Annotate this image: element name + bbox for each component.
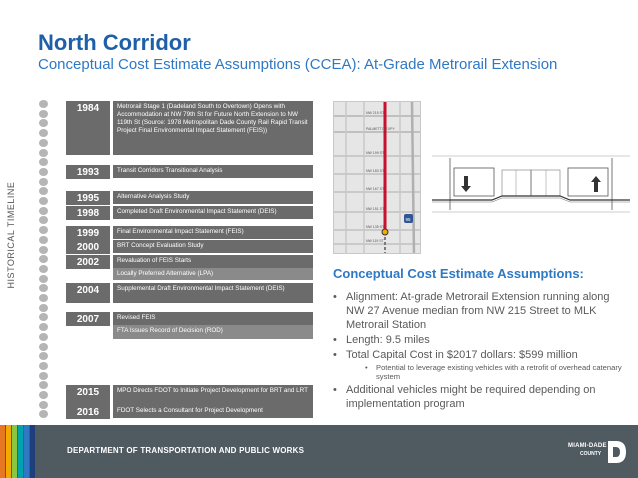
assumption-item: • Length: 9.5 miles (333, 333, 623, 347)
timeline-text: Completed Draft Environmental Impact Statement (DEIS) (113, 206, 313, 219)
timeline-text: Revised FEIS (113, 312, 313, 325)
timeline-dot (39, 313, 48, 321)
timeline-year: 2002 (66, 255, 110, 269)
timeline-text: Revaluation of FEIS Starts (113, 255, 313, 268)
timeline-dot (39, 284, 48, 292)
timeline-entry (66, 385, 313, 405)
timeline-dot (39, 139, 48, 147)
timeline-entry (66, 240, 313, 254)
station-marker (382, 229, 388, 235)
timeline-dot (39, 304, 48, 312)
timeline-year: 1993 (66, 165, 110, 179)
timeline-entry (66, 165, 313, 179)
timeline-dot (39, 187, 48, 195)
timeline-text: Supplemental Draft Environmental Impact Statement (DEIS) (113, 283, 313, 303)
footer-bar (0, 425, 638, 478)
timeline-dot (39, 372, 48, 380)
timeline-dot (39, 362, 48, 370)
timeline-dot (39, 410, 48, 418)
assumptions-heading: Conceptual Cost Estimate Assumptions: (333, 266, 584, 281)
street-label: NW 167 ST (366, 187, 385, 191)
timeline-dot (39, 149, 48, 157)
assumption-subitem: • Potential to leverage existing vehicles with a retrofit of overhead catenary system (333, 363, 623, 381)
timeline-entry (66, 405, 313, 419)
timeline-dot (39, 333, 48, 341)
timeline-dot (39, 129, 48, 137)
stripe (24, 425, 29, 478)
timeline-dot (39, 236, 48, 244)
stripe (12, 425, 17, 478)
stripe (30, 425, 35, 478)
logo-county: COUNTY (580, 451, 602, 457)
timeline-dot (39, 246, 48, 254)
timeline-text: Transit Corridors Transitional Analysis (113, 165, 313, 178)
timeline-dot (39, 226, 48, 234)
street-label: NW 119 ST (366, 239, 384, 243)
county-logo (568, 437, 628, 467)
timeline-year: 2007 (66, 312, 110, 326)
timeline-dot (39, 216, 48, 224)
timeline-text: MPO Directs FDOT to Initiate Project Development for BRT and LRT (113, 385, 313, 405)
arrow-down-icon (461, 176, 471, 192)
street-label: PALMETTO EXPY (366, 127, 395, 131)
timeline-text: Alternative Analysis Study (113, 191, 313, 204)
timeline-subentry: FTA Issues Record of Decision (ROD) (113, 325, 313, 339)
timeline-dot (39, 110, 48, 118)
corridor-map (333, 101, 421, 254)
timeline-dot (39, 119, 48, 127)
corridor-map-graphic (334, 102, 421, 254)
timeline-dot (39, 100, 48, 108)
timeline-text: BRT Concept Evaluation Study (113, 240, 313, 253)
timeline-dot (39, 381, 48, 389)
timeline-year: 1998 (66, 206, 110, 220)
timeline-subentry: Locally Preferred Alternative (LPA) (113, 268, 313, 280)
timeline-dot (39, 343, 48, 351)
street-label: NW 215 ST (366, 111, 385, 115)
timeline-dot (39, 401, 48, 409)
timeline-dot (39, 275, 48, 283)
street-label: NW 135 ST (366, 225, 385, 229)
timeline-entry (66, 283, 313, 303)
logo-name: MIAMI-DADE (568, 443, 607, 449)
arrow-up-icon (591, 176, 601, 192)
cross-section-graphic (432, 148, 630, 223)
timeline-entry (66, 226, 313, 240)
timeline-year: 1984 (66, 101, 110, 155)
street-label: NW 199 ST (366, 151, 385, 155)
timeline-entry (66, 312, 313, 326)
stripe (18, 425, 23, 478)
timeline-entry (66, 255, 313, 269)
assumption-item: • Alignment: At-grade Metrorail Extension running along NW 27 Avenue median from NW 215 Street to MLK Metrorail Station (333, 290, 623, 332)
timeline-text: FDOT Selects a Consultant for Project Development (113, 405, 313, 418)
page-subtitle: Conceptual Cost Estimate Assumptions (CCEA): At-Grade Metrorail Extension (38, 56, 558, 73)
timeline-dot (39, 352, 48, 360)
timeline-vertical-label: HISTORICAL TIMELINE (6, 181, 16, 289)
timeline-dot (39, 168, 48, 176)
cross-section-diagram (432, 148, 630, 223)
timeline-dot (39, 323, 48, 331)
street-label: NW 183 ST (366, 169, 385, 173)
timeline-dot (39, 197, 48, 205)
timeline-text: Metrorail Stage 1 (Dadeland South to Overtown) Opens with Accommodation at NW 79th St for Future North Extension to NW 119th St (Source: 1978 Metropolitan Dade County Rail Rapid Transit Project Final Environmental Impact Statement (FEIS)) (113, 101, 313, 155)
timeline-entry (66, 101, 313, 155)
street-label: NW 151 ST (366, 207, 385, 211)
timeline-year: 2016 (66, 405, 110, 419)
timeline-entry (66, 206, 313, 220)
timeline-dot (39, 207, 48, 215)
timeline-dot (39, 265, 48, 273)
department-name: DEPARTMENT OF TRANSPORTATION AND PUBLIC WORKS (67, 446, 305, 455)
assumption-item: • Additional vehicles might be required depending on implementation program (333, 383, 623, 411)
assumptions-list (333, 290, 623, 411)
timeline-dot (39, 294, 48, 302)
timeline-dot (39, 391, 48, 399)
timeline-year: 2004 (66, 283, 110, 303)
timeline-dot (39, 158, 48, 166)
timeline-year: 1995 (66, 191, 110, 205)
footer-color-stripes (0, 425, 36, 478)
timeline-dot (39, 255, 48, 263)
timeline-text: Final Environmental Impact Statement (FEIS) (113, 226, 313, 239)
timeline-year: 2000 (66, 240, 110, 254)
timeline-entry (66, 191, 313, 205)
timeline-dots (39, 100, 49, 420)
assumption-item: • Total Capital Cost in $2017 dollars: $599 million (333, 348, 623, 362)
timeline-year: 1999 (66, 226, 110, 240)
stripe (0, 425, 5, 478)
timeline-dot (39, 178, 48, 186)
timeline-year: 2015 (66, 385, 110, 405)
logo-mark-icon (606, 439, 628, 465)
interstate-shield-label: 95 (405, 217, 411, 222)
page-title: North Corridor (38, 30, 191, 55)
stripe (6, 425, 11, 478)
